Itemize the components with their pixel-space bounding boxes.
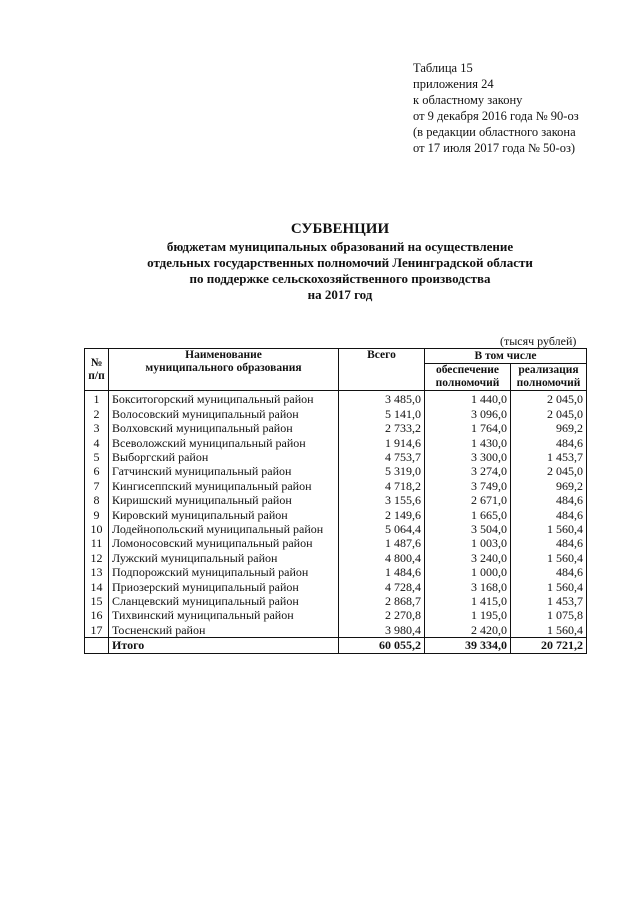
row-num: 16 [85,608,109,622]
row-sub2: 484,6 [511,536,587,550]
row-sub1: 1 000,0 [425,565,511,579]
row-total: 3 485,0 [339,391,425,407]
row-sub1: 2 671,0 [425,493,511,507]
row-sub1: 3 274,0 [425,464,511,478]
row-total: 4 718,2 [339,479,425,493]
header-name: Наименование муниципального образования [109,349,339,391]
subsidies-table [84,348,587,654]
row-sub1: 1 415,0 [425,594,511,608]
row-total: 2 270,8 [339,608,425,622]
table-row [85,594,587,608]
row-num: 13 [85,565,109,579]
row-name: Волосовский муниципальный район [109,407,339,421]
row-sub1: 3 504,0 [425,522,511,536]
header-total: Всего [339,349,425,391]
row-name: Гатчинский муниципальный район [109,464,339,478]
table-row [85,608,587,622]
row-sub1: 1 440,0 [425,391,511,407]
table-row [85,464,587,478]
row-num: 12 [85,551,109,565]
row-sub1: 3 300,0 [425,450,511,464]
header-line: приложения 24 [413,77,494,91]
row-total: 1 914,6 [339,436,425,450]
row-num: 14 [85,580,109,594]
row-sub2: 1 453,7 [511,450,587,464]
row-total: 3 155,6 [339,493,425,507]
table-row [85,623,587,638]
row-sub2: 484,6 [511,565,587,579]
row-sub2: 1 075,8 [511,608,587,622]
row-total: 5 064,4 [339,522,425,536]
row-num: 2 [85,407,109,421]
row-sub1: 1 764,0 [425,421,511,435]
row-name: Лужский муниципальный район [109,551,339,565]
row-sub1: 3 096,0 [425,407,511,421]
row-name: Сланцевский муниципальный район [109,594,339,608]
row-total: 5 141,0 [339,407,425,421]
row-name: Подпорожский муниципальный район [109,565,339,579]
row-name: Кировский муниципальный район [109,508,339,522]
row-total: 4 728,4 [339,580,425,594]
row-num: 11 [85,536,109,550]
row-total: 1 484,6 [339,565,425,579]
row-sub2: 2 045,0 [511,464,587,478]
table-row [85,508,587,522]
row-name: Лодейнопольский муниципальный район [109,522,339,536]
row-sub2: 1 560,4 [511,522,587,536]
row-name: Волховский муниципальный район [109,421,339,435]
total-sub2: 20 721,2 [511,638,587,653]
row-name: Всеволожский муниципальный район [109,436,339,450]
title-line: по поддержке сельскохозяйственного производства [189,271,491,286]
row-total: 2 149,6 [339,508,425,522]
table-row [85,407,587,421]
row-name: Тихвинский муниципальный район [109,608,339,622]
row-num: 8 [85,493,109,507]
row-total: 4 753,7 [339,450,425,464]
header-sub1: обеспечение полномочий [425,364,511,391]
row-sub2: 484,6 [511,436,587,450]
table-row [85,580,587,594]
row-sub2: 1 453,7 [511,594,587,608]
header-line: к областному закону [413,93,523,107]
row-total: 2 733,2 [339,421,425,435]
header-num: № п/п [85,349,109,391]
row-sub2: 2 045,0 [511,391,587,407]
units-label: (тысяч рублей) [500,334,577,348]
row-sub1: 1 003,0 [425,536,511,550]
title-line: бюджетам муниципальных образований на осуществление [166,239,514,254]
row-name: Киришский муниципальный район [109,493,339,507]
row-num: 5 [85,450,109,464]
row-sub1: 3 240,0 [425,551,511,565]
row-name: Бокситогорский муниципальный район [109,391,339,407]
title-line: на 2017 год [307,287,373,302]
total-label: Итого [109,638,339,653]
table-row [85,536,587,550]
document-title [0,220,640,303]
row-total: 4 800,4 [339,551,425,565]
row-name: Кингисеппский муниципальный район [109,479,339,493]
header-line: от 9 декабря 2016 года № 90-оз [413,109,579,123]
header-line: (в редакции областного закона [413,125,576,139]
total-sub1: 39 334,0 [425,638,511,653]
row-name: Приозерский муниципальный район [109,580,339,594]
row-num: 7 [85,479,109,493]
row-name: Тосненский район [109,623,339,638]
table-row [85,436,587,450]
header-sub2: реализация полномочий [511,364,587,391]
document-header [413,60,579,156]
row-sub1: 3 749,0 [425,479,511,493]
table-row [85,479,587,493]
header-line: Таблица 15 [413,61,473,75]
row-sub2: 1 560,4 [511,551,587,565]
header-group: В том числе [425,349,587,364]
row-name: Ломоносовский муниципальный район [109,536,339,550]
row-total: 3 980,4 [339,623,425,638]
header-line: от 17 июля 2017 года № 50-оз) [413,141,576,155]
row-num: 15 [85,594,109,608]
row-num: 6 [85,464,109,478]
table-row [85,450,587,464]
title-line: отдельных государственных полномочий Ленинградской области [147,255,533,270]
title-main: СУБВЕНЦИИ [290,221,390,237]
row-sub1: 3 168,0 [425,580,511,594]
row-total: 1 487,6 [339,536,425,550]
table-row [85,565,587,579]
total-sum: 60 055,2 [339,638,425,653]
row-num: 1 [85,391,109,407]
total-num [85,638,109,653]
row-sub1: 2 420,0 [425,623,511,638]
row-sub2: 2 045,0 [511,407,587,421]
row-sub1: 1 665,0 [425,508,511,522]
table-row [85,551,587,565]
total-row [85,638,587,653]
row-sub1: 1 430,0 [425,436,511,450]
table-row [85,493,587,507]
row-num: 4 [85,436,109,450]
row-sub2: 1 560,4 [511,623,587,638]
row-num: 9 [85,508,109,522]
row-total: 2 868,7 [339,594,425,608]
table-row [85,391,587,407]
row-sub2: 484,6 [511,508,587,522]
row-name: Выборгский район [109,450,339,464]
row-sub2: 1 560,4 [511,580,587,594]
row-num: 10 [85,522,109,536]
row-sub1: 1 195,0 [425,608,511,622]
row-sub2: 484,6 [511,493,587,507]
row-sub2: 969,2 [511,479,587,493]
row-num: 17 [85,623,109,638]
row-total: 5 319,0 [339,464,425,478]
table-row [85,421,587,435]
row-sub2: 969,2 [511,421,587,435]
table-row [85,522,587,536]
row-num: 3 [85,421,109,435]
